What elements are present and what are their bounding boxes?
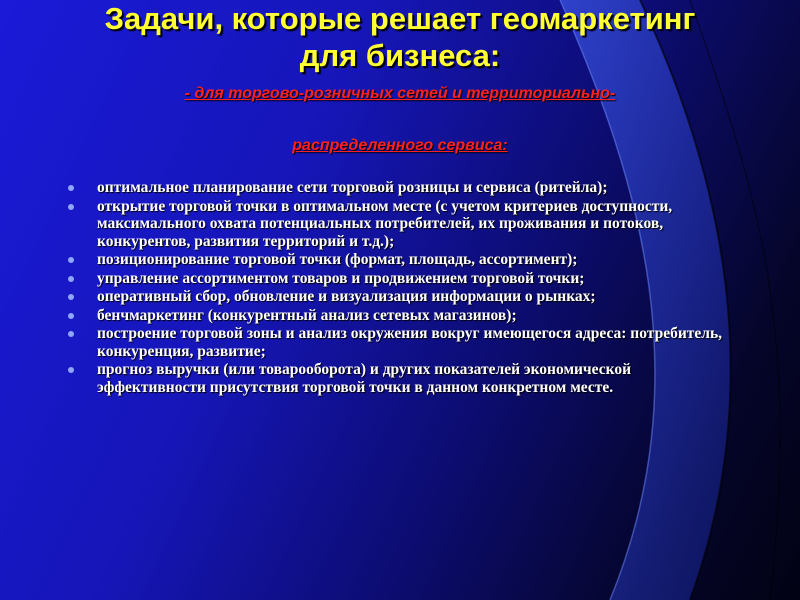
- list-item-text: построение торговой зоны и анализ окружения вокруг имеющегося адреса: потребитель, конкуренция, развитие;: [97, 325, 723, 360]
- list-item: [60, 251, 740, 269]
- bullet-icon: [68, 331, 74, 337]
- list-item-text: оперативный сбор, обновление и визуализация информации о рынках;: [97, 288, 596, 305]
- subtitle-line-2: распределенного сервиса:: [292, 137, 508, 154]
- list-item: [60, 198, 740, 251]
- bullet-icon: [68, 257, 74, 263]
- list-item: [60, 179, 740, 197]
- title-line-2: для бизнеса:: [299, 38, 501, 73]
- list-item: [60, 270, 740, 288]
- subtitle-line-1: - для торгово-розничных сетей и территориально-: [184, 85, 616, 102]
- list-item-text: управление ассортиментом товаров и продвижением торговой точки;: [97, 269, 585, 287]
- bullet-icon: [68, 204, 74, 210]
- title-line-1: Задачи, которые решает геомаркетинг: [104, 1, 696, 36]
- list-item: [60, 307, 740, 325]
- list-item: [60, 325, 740, 360]
- list-item: [60, 361, 740, 396]
- list-item-text: позиционирование торговой точки (формат, площадь, ассортимент);: [97, 251, 578, 268]
- bullet-icon: [68, 313, 74, 319]
- bullet-icon: [68, 367, 74, 373]
- list-item-text: оптимальное планирование сети торговой розницы и сервиса (ритейла);: [97, 179, 608, 196]
- list-item: [60, 288, 740, 306]
- slide-title: [20, 0, 780, 74]
- bullet-icon: [68, 185, 74, 191]
- list-item-text: бенчмаркетинг (конкурентный анализ сетевых магазинов);: [97, 306, 517, 324]
- list-item-text: открытие торговой точки в оптимальном месте (с учетом критериев доступности, максимального охвата потенциальных потребителей, их проживания и потоков, конкурентов, развития территорий и т.д.);: [97, 197, 673, 250]
- task-list: [60, 179, 740, 397]
- bullet-icon: [68, 276, 74, 282]
- list-item-text: прогноз выручки (или товарооборота) и других показателей экономической эффективности присутствия торговой точки в данном конкретном месте.: [97, 361, 632, 396]
- bullet-icon: [68, 294, 74, 300]
